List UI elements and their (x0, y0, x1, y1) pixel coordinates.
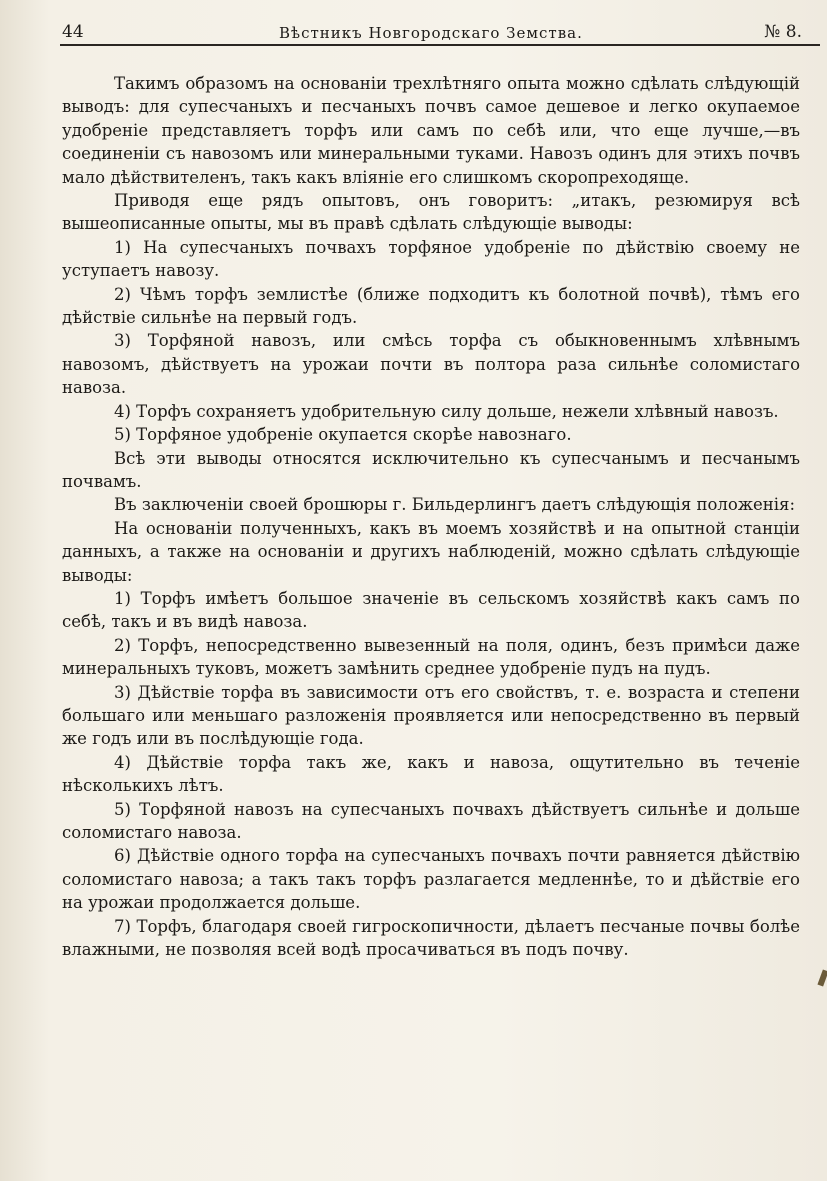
paragraph: На основанiи полученныхъ, какъ въ моемъ хозяйствѣ и на опытной станцiи данныхъ, а также на основанiи и другихъ наблюденiй, можно сдѣлать слѣдующiе выводы: (62, 518, 800, 585)
paragraph: 2) Торфъ, непосредственно вывезенный на поля, одинъ, безъ примѣси даже минеральныхъ туковъ, можетъ замѣнить среднее удобренiе пудъ на пудъ. (62, 635, 800, 679)
paragraph: 5) Торфяной навозъ на супесчаныхъ почвахъ дѣйствуетъ сильнѣе и дольше соломистаго навоза. (62, 799, 800, 842)
paragraph: 4) Торфъ сохраняетъ удобрительную силу дольше, нежели хлѣвный навозъ. (114, 401, 779, 421)
paragraph: 6) Дѣйствiе одного торфа на супесчаныхъ почвахъ почти равняется дѣйствiю соломистаго навоза; а такъ такъ торфъ разлагается медленнѣе, то и дѣйствiе его на урожаи продолжается дольше. (62, 846, 800, 913)
ink-mark (817, 969, 827, 986)
journal-title: Вѣстникъ Новгородскаго Земства. (279, 24, 583, 42)
header-rule (60, 44, 820, 46)
issue-number: № 8. (764, 22, 802, 42)
paragraph: 3) Дѣйствiе торфа въ зависимости отъ его свойствъ, т. е. возраста и степени большаго или меньшаго разложенiя проявляется или непосредственно въ первый же годъ или въ послѣдующiе года. (62, 682, 800, 749)
paragraph: Въ заключенiи своей брошюры г. Бильдерлингъ даетъ слѣдующiя положенiя: (114, 495, 796, 515)
paragraph: Приводя еще рядъ опытовъ, онъ говоритъ: „итакъ, резюмируя всѣ вышеописанные опыты, мы въ правѣ сдѣлать слѣдующiе выводы: (62, 191, 800, 234)
paragraph: 5) Торфяное удобренiе окупается скорѣе навознаго. (114, 425, 572, 445)
article-body (62, 72, 800, 961)
paragraph: 2) Чѣмъ торфъ землистѣе (ближе подходитъ къ болотной почвѣ), тѣмъ его дѣйствiе сильнѣе на первый годъ. (62, 284, 800, 328)
paragraph: 3) Торфяной навозъ, или смѣсь торфа съ обыкновеннымъ хлѣвнымъ навозомъ, дѣйствуетъ на урожаи почти въ полтора раза сильнѣе соломистаго навоза. (62, 331, 800, 398)
paragraph: 1) На супесчаныхъ почвахъ торфяное удобренiе по дѣйствiю своему не уступаетъ навозу. (62, 237, 800, 281)
paragraph: Всѣ эти выводы относятся исключительно къ супесчанымъ и песчанымъ почвамъ. (62, 448, 800, 491)
paragraph: 1) Торфъ имѣетъ большое значенiе въ сельскомъ хозяйствѣ какъ самъ по себѣ, такъ и въ видѣ навоза. (62, 588, 800, 632)
page-number: 44 (62, 22, 84, 42)
paragraph: Такимъ образомъ на основанiи трехлѣтняго опыта можно сдѣлать слѣдующiй выводъ: для супесчаныхъ и песчаныхъ почвъ самое дешевое и легко окупаемое удобренiе представляетъ торфъ или самъ по себѣ или, что еще лучше,—въ соединенiи съ навозомъ или минеральными туками. Навозъ одинъ для этихъ почвъ мало дѣйствителенъ, такъ какъ влiянiе его слишкомъ скоропреходяще. (62, 74, 800, 187)
paragraph: 4) Дѣйствiе торфа такъ же, какъ и навоза, ощутительно въ теченiе нѣсколькихъ лѣтъ. (62, 752, 800, 796)
paragraph: 7) Торфъ, благодаря своей гигроскопичности, дѣлаетъ песчаные почвы болѣе влажными, не позволяя всей водѣ просачиваться въ подъ почву. (62, 916, 800, 960)
